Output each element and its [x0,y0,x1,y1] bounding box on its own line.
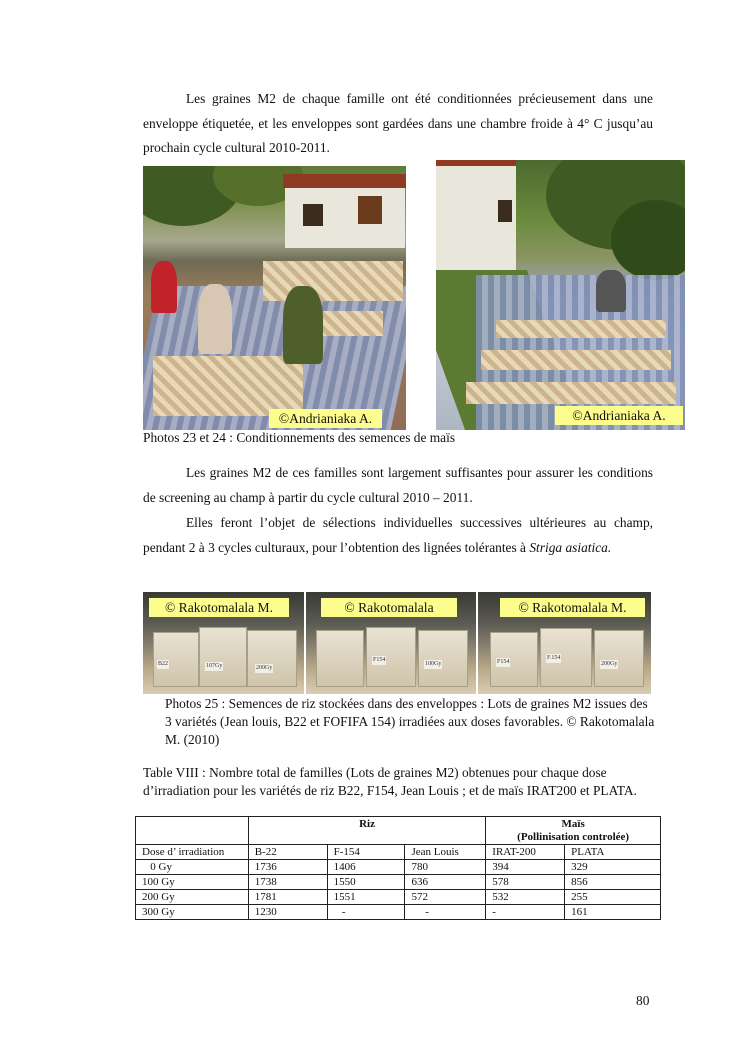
column-header: IRAT-200 [486,845,565,860]
table-cell: 1550 [327,875,405,890]
table-cell: 0 Gy [136,860,249,875]
group-header-mais-line2: (Pollinisation controlée) [517,831,630,843]
photo-25-rice-bags-3: F154 F.154 200Gy [478,592,651,694]
table-cell: 1406 [327,860,405,875]
table-cell: 1230 [248,905,327,920]
column-header: F-154 [327,845,405,860]
table-cell: 1736 [248,860,327,875]
data-table [135,816,661,920]
photo-23-seed-packing-outdoor [143,166,406,430]
table-cell: 300 Gy [136,905,249,920]
table-row [136,860,661,875]
table-cell: 394 [486,860,565,875]
table-cell: - [486,905,565,920]
paragraph-selection: Elles feront l’objet de sélections individuelles successives ultérieures au champ, pendant 2 à 3 cycles culturaux, pour l’obtention des lignées tolérantes à Striga asiatica. [143,515,653,555]
column-header: Dose d’ irradiation [136,845,249,860]
photo-25-rice-bags-1: B22 107Gy 200Gy [143,592,304,694]
group-header-mais-line1: Maïs [561,818,585,830]
photo-credit-rice-3: © Rakotomalala M. [500,598,645,617]
paragraph-seed-storage: Les graines M2 de chaque famille ont été conditionnées précieusement dans une enveloppe étiquetée, et les enveloppes sont gardées dans une chambre froide à 4° C jusqu’au prochain cycle cultural 2010-2011. [143,91,653,155]
table-row [136,905,661,920]
table-cell: 780 [405,860,486,875]
group-header-riz: Riz [248,817,485,845]
table-cell: 161 [565,905,661,920]
table-cell: 578 [486,875,565,890]
caption-photos-23-24: Photos 23 et 24 : Conditionnements des semences de maïs [143,430,456,445]
photo-24-seed-packing-driveway [436,160,685,430]
table-cell: 200 Gy [136,890,249,905]
group-header-mais [486,817,661,845]
table-cell: - [405,905,486,920]
table-cell: 1781 [248,890,327,905]
table-cell: - [327,905,405,920]
table-cell: 1551 [327,890,405,905]
photo-credit-rice-1: © Rakotomalala M. [149,598,289,617]
table-row [136,890,661,905]
table-title: Table VIII : Nombre total de familles (Lots de graines M2) obtenues pour chaque dose d’irradiation pour les variétés de riz B22, F154, Jean Louis ; et de maïs IRAT200 et PLATA. [143,765,637,798]
table-corner-cell [136,817,249,845]
table-cell: 255 [565,890,661,905]
table-cell: 100 Gy [136,875,249,890]
table-cell: 329 [565,860,661,875]
table-group-header-row [136,817,661,845]
table-row [136,875,661,890]
paragraph-seed-sufficiency: Les graines M2 de ces familles sont largement suffisantes pour assurer les conditions de screening au champ à partir du cycle cultural 2010 – 2011. [143,465,653,505]
column-header: PLATA [565,845,661,860]
photo-25-rice-bags-2: F154 100Gy [306,592,476,694]
table-cell: 856 [565,875,661,890]
table-cell: 636 [405,875,486,890]
table-cell: 532 [486,890,565,905]
photo-credit-right: ©Andrianiaka A. [555,406,683,425]
page-number: 80 [636,993,650,1008]
column-header: B-22 [248,845,327,860]
table-cell: 572 [405,890,486,905]
photo-credit-left: ©Andrianiaka A. [269,409,382,428]
caption-photos-25: Photos 25 : Semences de riz stockées dans des enveloppes : Lots de graines M2 issues des 3 variétés (Jean louis, B22 et FOFIFA 154) irradiées aux doses favorables. © Rakotomalala M. (2010) [165,696,655,747]
column-header: Jean Louis [405,845,486,860]
table-column-header-row [136,845,661,860]
species-name: Striga asiatica. [529,539,612,555]
table-cell: 1738 [248,875,327,890]
photo-credit-rice-2: © Rakotomalala [321,598,457,617]
